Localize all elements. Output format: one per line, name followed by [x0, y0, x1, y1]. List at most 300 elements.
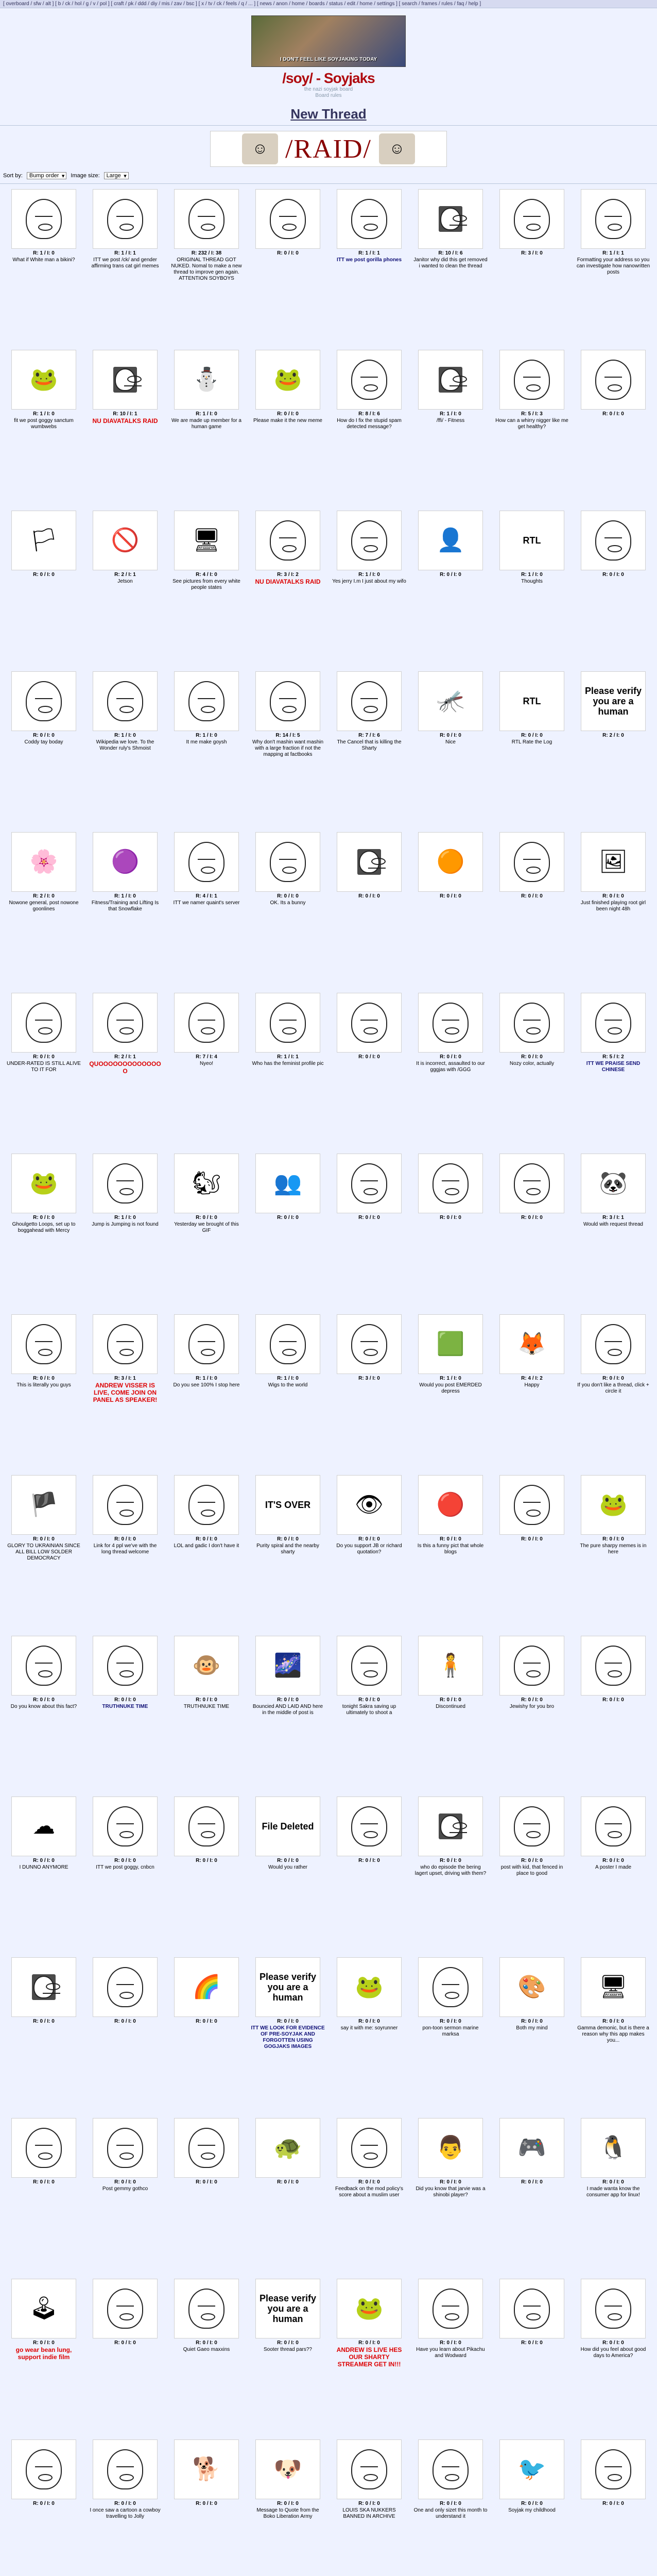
catalog-thread[interactable]	[6, 1634, 82, 1794]
catalog-thread[interactable]	[250, 1312, 326, 1473]
thread-thumbnail[interactable]	[418, 1154, 483, 1213]
thread-thumbnail[interactable]	[337, 2279, 402, 2338]
catalog-thread[interactable]	[87, 509, 163, 669]
thread-thumbnail[interactable]	[11, 993, 76, 1053]
thread-thumbnail[interactable]	[93, 2118, 158, 2178]
catalog-thread[interactable]	[87, 1151, 163, 1312]
catalog-thread[interactable]	[494, 1634, 570, 1794]
thread-teaser	[6, 1865, 82, 1871]
catalog-thread[interactable]	[6, 830, 82, 991]
thread-thumbnail[interactable]	[337, 350, 402, 410]
catalog-thread[interactable]	[494, 2277, 570, 2437]
soyjak-face-image	[26, 1324, 62, 1364]
thread-thumbnail[interactable]	[174, 1636, 239, 1696]
thread-thumbnail[interactable]	[93, 1154, 158, 1213]
thread-reply-count: R: 0 / I: 0	[521, 1054, 543, 1060]
catalog-thread[interactable]	[575, 1151, 651, 1312]
catalog-thread[interactable]	[494, 2437, 570, 2576]
catalog-thread[interactable]	[168, 509, 245, 669]
catalog-thread[interactable]	[575, 2437, 651, 2576]
thread-reply-count: R: 4 / I: 0	[196, 572, 217, 578]
thread-thumbnail[interactable]	[11, 189, 76, 249]
thread-thumbnail[interactable]	[255, 1154, 320, 1213]
catalog-thread[interactable]	[168, 1955, 245, 2116]
thread-thumbnail[interactable]	[581, 2118, 646, 2178]
catalog-thread[interactable]	[494, 669, 570, 830]
catalog-thread[interactable]	[412, 509, 489, 669]
catalog-thread[interactable]	[331, 1794, 407, 1955]
thread-reply-count: R: 10 / I: 1	[113, 411, 137, 417]
catalog-thread[interactable]	[6, 1151, 82, 1312]
thread-thumbnail[interactable]	[499, 832, 564, 892]
thread-thumbnail[interactable]	[418, 832, 483, 892]
catalog-thread[interactable]	[494, 1312, 570, 1473]
catalog-thread[interactable]	[575, 669, 651, 830]
catalog-thread[interactable]	[412, 2437, 489, 2576]
thread-thumbnail[interactable]	[11, 1636, 76, 1696]
thread-thumbnail[interactable]	[93, 832, 158, 892]
thread-thumbnail[interactable]	[93, 1797, 158, 1856]
thread-thumbnail[interactable]	[174, 2439, 239, 2499]
thread-thumbnail[interactable]	[337, 1154, 402, 1213]
thread-teaser-text: Wigs to the world	[268, 1382, 308, 1388]
soyjak-face-image	[188, 199, 224, 239]
banner-text: I DON'T FEEL LIKE SOYJAKING TODAY	[280, 57, 377, 62]
thread-thumbnail[interactable]	[337, 189, 402, 249]
catalog-thread[interactable]	[250, 1473, 326, 1634]
thread-thumbnail[interactable]	[174, 189, 239, 249]
catalog-thread[interactable]	[168, 669, 245, 830]
catalog-thread[interactable]	[412, 1634, 489, 1794]
thread-thumbnail[interactable]	[581, 350, 646, 410]
thread-thumbnail[interactable]	[499, 1957, 564, 2017]
catalog-thread[interactable]	[331, 2277, 407, 2437]
thread-thumbnail[interactable]	[499, 1636, 564, 1696]
catalog-thread[interactable]	[331, 1955, 407, 2116]
catalog-thread[interactable]	[575, 1955, 651, 2116]
thread-thumbnail[interactable]	[93, 189, 158, 249]
thread-thumbnail[interactable]	[174, 2279, 239, 2338]
thread-thumbnail[interactable]	[337, 1957, 402, 2017]
catalog-thread[interactable]	[87, 2437, 163, 2576]
thread-thumbnail[interactable]	[174, 1154, 239, 1213]
catalog-thread[interactable]	[6, 1794, 82, 1955]
catalog-thread[interactable]	[250, 1794, 326, 1955]
thread-thumbnail[interactable]	[581, 671, 646, 731]
catalog-thread[interactable]	[575, 2116, 651, 2277]
catalog-thread[interactable]	[87, 187, 163, 348]
thread-teaser-text: Quiet Gaeo maxxins	[183, 2347, 230, 2352]
catalog-thread[interactable]	[87, 1794, 163, 1955]
thread-thumbnail[interactable]	[255, 189, 320, 249]
catalog-thread[interactable]	[331, 669, 407, 830]
thread-thumbnail[interactable]	[11, 1154, 76, 1213]
thread-reply-count: R: 1 / I: 1	[602, 250, 624, 256]
thread-thumbnail[interactable]	[174, 350, 239, 410]
catalog-thread[interactable]	[412, 1955, 489, 2116]
catalog-thread[interactable]	[331, 991, 407, 1151]
thread-thumbnail[interactable]	[581, 1154, 646, 1213]
thread-thumbnail[interactable]	[499, 1314, 564, 1374]
thread-thumbnail[interactable]	[418, 189, 483, 249]
thread-thumbnail[interactable]	[337, 2118, 402, 2178]
thread-thumbnail[interactable]	[581, 1797, 646, 1856]
thread-teaser	[575, 2025, 651, 2044]
thread-thumbnail[interactable]	[255, 511, 320, 570]
catalog-thread[interactable]	[494, 1955, 570, 2116]
thread-teaser	[575, 1061, 651, 1073]
thumbnail-image: 👁	[355, 1492, 384, 1517]
thread-thumbnail[interactable]	[93, 1636, 158, 1696]
new-thread-link[interactable]: New Thread	[290, 106, 367, 122]
catalog-thread[interactable]	[6, 509, 82, 669]
thread-thumbnail[interactable]	[581, 1636, 646, 1696]
thread-thumbnail[interactable]	[337, 1636, 402, 1696]
thread-thumbnail[interactable]	[174, 1957, 239, 2017]
catalog-thread[interactable]	[331, 1151, 407, 1312]
catalog-thread[interactable]	[331, 1473, 407, 1634]
thread-thumbnail[interactable]	[418, 1636, 483, 1696]
catalog-thread[interactable]	[168, 2437, 245, 2576]
thread-reply-count: R: 0 / I: 0	[440, 2179, 461, 2185]
catalog-thread[interactable]	[6, 1312, 82, 1473]
image-size-select[interactable]: Large ▾	[104, 172, 129, 179]
thread-teaser	[412, 257, 489, 269]
catalog-thread[interactable]	[87, 1955, 163, 2116]
thread-reply-count: R: 3 / I: 0	[358, 1376, 380, 1381]
thread-thumbnail[interactable]	[418, 1957, 483, 2017]
thread-thumbnail[interactable]	[11, 350, 76, 410]
catalog-thread[interactable]	[331, 187, 407, 348]
catalog-thread[interactable]	[250, 509, 326, 669]
thread-thumbnail[interactable]	[581, 2279, 646, 2338]
thread-thumbnail[interactable]	[418, 2439, 483, 2499]
catalog-thread[interactable]	[6, 187, 82, 348]
thread-thumbnail[interactable]	[337, 1797, 402, 1856]
thread-thumbnail[interactable]	[255, 832, 320, 892]
thread-thumbnail[interactable]	[255, 1314, 320, 1374]
thread-thumbnail[interactable]	[337, 1475, 402, 1535]
thread-thumbnail[interactable]	[11, 2118, 76, 2178]
thread-thumbnail[interactable]	[11, 832, 76, 892]
catalog-thread[interactable]	[87, 1312, 163, 1473]
thread-thumbnail[interactable]	[337, 993, 402, 1053]
catalog-thread[interactable]	[331, 1634, 407, 1794]
thread-teaser	[412, 2347, 489, 2359]
catalog-thread[interactable]	[87, 991, 163, 1151]
catalog-thread[interactable]	[6, 2116, 82, 2277]
thread-teaser-text: TRUTHNUKE TIME	[102, 1704, 148, 1709]
thread-teaser	[575, 900, 651, 912]
catalog-thread[interactable]	[412, 991, 489, 1151]
thread-thumbnail[interactable]	[174, 671, 239, 731]
thread-thumbnail[interactable]	[255, 350, 320, 410]
catalog-thread[interactable]	[331, 509, 407, 669]
thread-thumbnail[interactable]	[418, 993, 483, 1053]
thread-thumbnail[interactable]	[499, 189, 564, 249]
thread-thumbnail[interactable]	[255, 671, 320, 731]
catalog-thread[interactable]	[250, 1151, 326, 1312]
thread-thumbnail[interactable]	[499, 671, 564, 731]
catalog-thread[interactable]	[87, 2277, 163, 2437]
thread-teaser	[87, 1704, 163, 1710]
catalog-thread[interactable]	[331, 1312, 407, 1473]
thumbnail-image: 👤	[436, 528, 465, 553]
thread-teaser-text: Formatting your address so you can investigate how nanowritten posts	[576, 257, 650, 275]
catalog-thread[interactable]	[87, 348, 163, 509]
thread-thumbnail[interactable]	[581, 1957, 646, 2017]
thread-teaser-text: Jetson	[117, 579, 133, 584]
catalog-thread[interactable]	[575, 830, 651, 991]
thread-thumbnail[interactable]	[174, 993, 239, 1053]
thread-thumbnail[interactable]	[255, 1957, 320, 2017]
catalog-thread[interactable]	[494, 830, 570, 991]
catalog-thread[interactable]	[6, 348, 82, 509]
thread-thumbnail[interactable]	[499, 1154, 564, 1213]
catalog-thread[interactable]	[494, 509, 570, 669]
thread-thumbnail[interactable]	[93, 993, 158, 1053]
catalog-thread[interactable]	[575, 348, 651, 509]
catalog-thread[interactable]	[331, 348, 407, 509]
thread-thumbnail[interactable]	[174, 1314, 239, 1374]
thread-thumbnail[interactable]	[255, 2279, 320, 2338]
thread-thumbnail[interactable]	[581, 189, 646, 249]
thread-teaser	[494, 2025, 570, 2031]
thumbnail-image: 🎮	[517, 2135, 546, 2160]
thread-reply-count: R: 1 / I: 0	[33, 250, 55, 256]
catalog-thread[interactable]	[575, 991, 651, 1151]
catalog-thread[interactable]	[250, 2116, 326, 2277]
thread-teaser-text: LOL and gadic I don't have it	[174, 1543, 239, 1549]
catalog-thread[interactable]	[250, 669, 326, 830]
catalog-thread[interactable]	[6, 2277, 82, 2437]
catalog-thread[interactable]	[168, 187, 245, 348]
thread-thumbnail[interactable]	[255, 1636, 320, 1696]
thread-teaser-text: It me make goysh	[186, 739, 227, 745]
catalog-thread[interactable]	[6, 1955, 82, 2116]
thread-thumbnail[interactable]	[499, 511, 564, 570]
thread-thumbnail[interactable]	[337, 1314, 402, 1374]
thread-thumbnail[interactable]	[93, 671, 158, 731]
thread-thumbnail[interactable]	[499, 2118, 564, 2178]
catalog-thread[interactable]	[168, 1794, 245, 1955]
thread-thumbnail[interactable]	[499, 1797, 564, 1856]
board-rules-link[interactable]: Board rules	[315, 93, 342, 98]
thread-teaser	[6, 739, 82, 745]
catalog-thread[interactable]	[168, 348, 245, 509]
catalog-thread[interactable]	[250, 2437, 326, 2576]
thread-thumbnail[interactable]	[93, 1475, 158, 1535]
thread-reply-count: R: 0 / I: 0	[358, 1536, 380, 1542]
soyjak-face-image	[595, 520, 631, 561]
thread-thumbnail[interactable]	[11, 671, 76, 731]
thread-reply-count: R: 1 / I: 0	[440, 411, 461, 417]
thread-thumbnail[interactable]	[418, 511, 483, 570]
thread-thumbnail[interactable]	[337, 511, 402, 570]
thread-thumbnail[interactable]	[418, 2279, 483, 2338]
catalog-thread[interactable]	[494, 991, 570, 1151]
catalog-thread[interactable]	[168, 1312, 245, 1473]
catalog-thread[interactable]	[87, 669, 163, 830]
thread-thumbnail[interactable]	[93, 2279, 158, 2338]
catalog-thread[interactable]	[575, 187, 651, 348]
thread-thumbnail[interactable]	[581, 2439, 646, 2499]
catalog-thread[interactable]	[412, 348, 489, 509]
thread-reply-count: R: 0 / I: 0	[358, 2019, 380, 2024]
thread-reply-count: R: 0 / I: 0	[602, 893, 624, 899]
thread-reply-count: R: 0 / I: 0	[277, 2019, 299, 2024]
thread-thumbnail[interactable]	[11, 1797, 76, 1856]
catalog-thread[interactable]	[6, 1473, 82, 1634]
thumbnail-image: 🐸	[29, 367, 58, 392]
thread-thumbnail[interactable]	[255, 2118, 320, 2178]
thread-thumbnail[interactable]	[93, 350, 158, 410]
thread-teaser-text: How do I fix the stupid spam detected message?	[337, 418, 402, 430]
thread-reply-count: R: 7 / I: 6	[358, 733, 380, 738]
thread-thumbnail[interactable]	[255, 993, 320, 1053]
top-navigation[interactable]	[0, 0, 657, 8]
thread-thumbnail[interactable]	[499, 993, 564, 1053]
sort-label: Sort by:	[3, 173, 23, 179]
thread-thumbnail[interactable]	[174, 1797, 239, 1856]
catalog-thread[interactable]	[87, 1473, 163, 1634]
thread-thumbnail[interactable]	[11, 2439, 76, 2499]
catalog-thread[interactable]	[168, 1151, 245, 1312]
catalog-thread[interactable]	[6, 991, 82, 1151]
catalog-thread[interactable]	[412, 1473, 489, 1634]
catalog-thread[interactable]	[575, 1473, 651, 1634]
thread-teaser-text: UNDER-RATED IS STILL ALIVE TO IT FOR	[7, 1061, 81, 1073]
catalog-thread[interactable]	[168, 2116, 245, 2277]
thread-thumbnail[interactable]	[93, 2439, 158, 2499]
catalog-thread[interactable]	[494, 348, 570, 509]
catalog-thread[interactable]	[6, 669, 82, 830]
catalog-thread[interactable]	[331, 2437, 407, 2576]
thread-reply-count: R: 0 / I: 0	[114, 1858, 136, 1863]
catalog-thread[interactable]	[87, 830, 163, 991]
catalog-thread[interactable]	[250, 187, 326, 348]
thread-thumbnail[interactable]	[174, 2118, 239, 2178]
thread-thumbnail[interactable]	[418, 1314, 483, 1374]
thread-thumbnail[interactable]	[93, 1314, 158, 1374]
catalog-thread[interactable]	[412, 669, 489, 830]
thread-thumbnail[interactable]	[337, 832, 402, 892]
thread-thumbnail[interactable]	[174, 832, 239, 892]
thread-teaser	[87, 900, 163, 912]
thumbnail-image: 🏳	[29, 528, 58, 553]
catalog-thread[interactable]	[412, 830, 489, 991]
catalog-thread[interactable]	[494, 1151, 570, 1312]
catalog-thread[interactable]	[494, 1794, 570, 1955]
catalog-thread[interactable]	[494, 1473, 570, 1634]
catalog-thread[interactable]	[331, 830, 407, 991]
thread-teaser-text: Both my mind	[516, 2025, 548, 2031]
thread-thumbnail[interactable]	[11, 511, 76, 570]
catalog-thread[interactable]	[87, 2116, 163, 2277]
thread-thumbnail[interactable]	[174, 1475, 239, 1535]
thread-thumbnail[interactable]	[418, 1475, 483, 1535]
catalog-thread[interactable]	[250, 1955, 326, 2116]
thread-thumbnail[interactable]	[255, 1797, 320, 1856]
thread-thumbnail[interactable]	[581, 1314, 646, 1374]
thread-thumbnail[interactable]	[337, 671, 402, 731]
thread-thumbnail[interactable]	[255, 1475, 320, 1535]
thread-teaser	[168, 257, 245, 282]
thread-thumbnail[interactable]	[499, 2279, 564, 2338]
catalog-thread[interactable]	[494, 2116, 570, 2277]
thumbnail-image: 🟣	[111, 849, 140, 874]
thread-thumbnail[interactable]	[255, 2439, 320, 2499]
catalog-thread[interactable]	[168, 1634, 245, 1794]
catalog-thread[interactable]	[575, 1794, 651, 1955]
thread-thumbnail[interactable]	[581, 832, 646, 892]
catalog-thread[interactable]	[494, 187, 570, 348]
thread-thumbnail[interactable]	[11, 1314, 76, 1374]
thread-thumbnail[interactable]	[581, 511, 646, 570]
catalog-thread[interactable]	[412, 2277, 489, 2437]
catalog-thread[interactable]	[575, 509, 651, 669]
thread-reply-count: R: 0 / I: 0	[277, 250, 299, 256]
soyjak-face-image	[188, 681, 224, 721]
thread-thumbnail[interactable]	[93, 511, 158, 570]
catalog-thread[interactable]	[168, 2277, 245, 2437]
sort-select[interactable]: Bump order ▾	[27, 172, 66, 179]
raid-banner[interactable]	[210, 131, 447, 167]
thread-thumbnail[interactable]	[174, 511, 239, 570]
catalog-thread[interactable]	[250, 2277, 326, 2437]
thread-thumbnail[interactable]	[11, 2279, 76, 2338]
catalog-thread[interactable]	[250, 991, 326, 1151]
thread-thumbnail[interactable]	[337, 2439, 402, 2499]
thread-thumbnail[interactable]	[581, 1475, 646, 1535]
thread-thumbnail[interactable]	[418, 1797, 483, 1856]
catalog-thread[interactable]	[412, 1794, 489, 1955]
thread-thumbnail[interactable]	[499, 1475, 564, 1535]
thread-thumbnail[interactable]	[11, 1957, 76, 2017]
thread-reply-count: R: 0 / I: 0	[440, 2019, 461, 2024]
thread-thumbnail[interactable]	[11, 1475, 76, 1535]
catalog-thread[interactable]	[331, 2116, 407, 2277]
board-banner[interactable]	[251, 15, 406, 67]
board-links[interactable]: [ overboard / sfw / alt ] [ b / ck / hol / g / v / pol ] [ craft / pk / ddd / diy / mis / zav / bsc ] [ x / tv / ck / feels / q / ... ] [ news / anon / home / boards / status / edit / home / settings ] [ search / frames / rules / faq / help ]	[3, 1, 481, 7]
catalog-thread[interactable]	[575, 2277, 651, 2437]
catalog-thread[interactable]	[250, 830, 326, 991]
thread-reply-count: R: 0 / I: 0	[358, 1054, 380, 1060]
catalog-thread[interactable]	[412, 1312, 489, 1473]
thread-thumbnail[interactable]	[418, 671, 483, 731]
catalog-thread[interactable]	[6, 2437, 82, 2576]
catalog-thread[interactable]	[87, 1634, 163, 1794]
thread-thumbnail[interactable]	[581, 993, 646, 1053]
thread-teaser	[168, 1061, 245, 1067]
thread-thumbnail[interactable]	[499, 2439, 564, 2499]
catalog-thread[interactable]	[168, 1473, 245, 1634]
catalog-thread[interactable]	[575, 1312, 651, 1473]
thread-thumbnail[interactable]	[93, 1957, 158, 2017]
thread-thumbnail[interactable]	[418, 350, 483, 410]
catalog-thread[interactable]	[412, 187, 489, 348]
thread-thumbnail[interactable]	[499, 350, 564, 410]
thread-teaser	[168, 900, 245, 906]
catalog-thread[interactable]	[412, 2116, 489, 2277]
catalog-thread[interactable]	[412, 1151, 489, 1312]
thread-thumbnail[interactable]	[418, 2118, 483, 2178]
catalog-thread[interactable]	[250, 348, 326, 509]
catalog-thread[interactable]	[168, 830, 245, 991]
catalog-thread[interactable]	[250, 1634, 326, 1794]
catalog-thread[interactable]	[168, 991, 245, 1151]
catalog-thread[interactable]	[575, 1634, 651, 1794]
